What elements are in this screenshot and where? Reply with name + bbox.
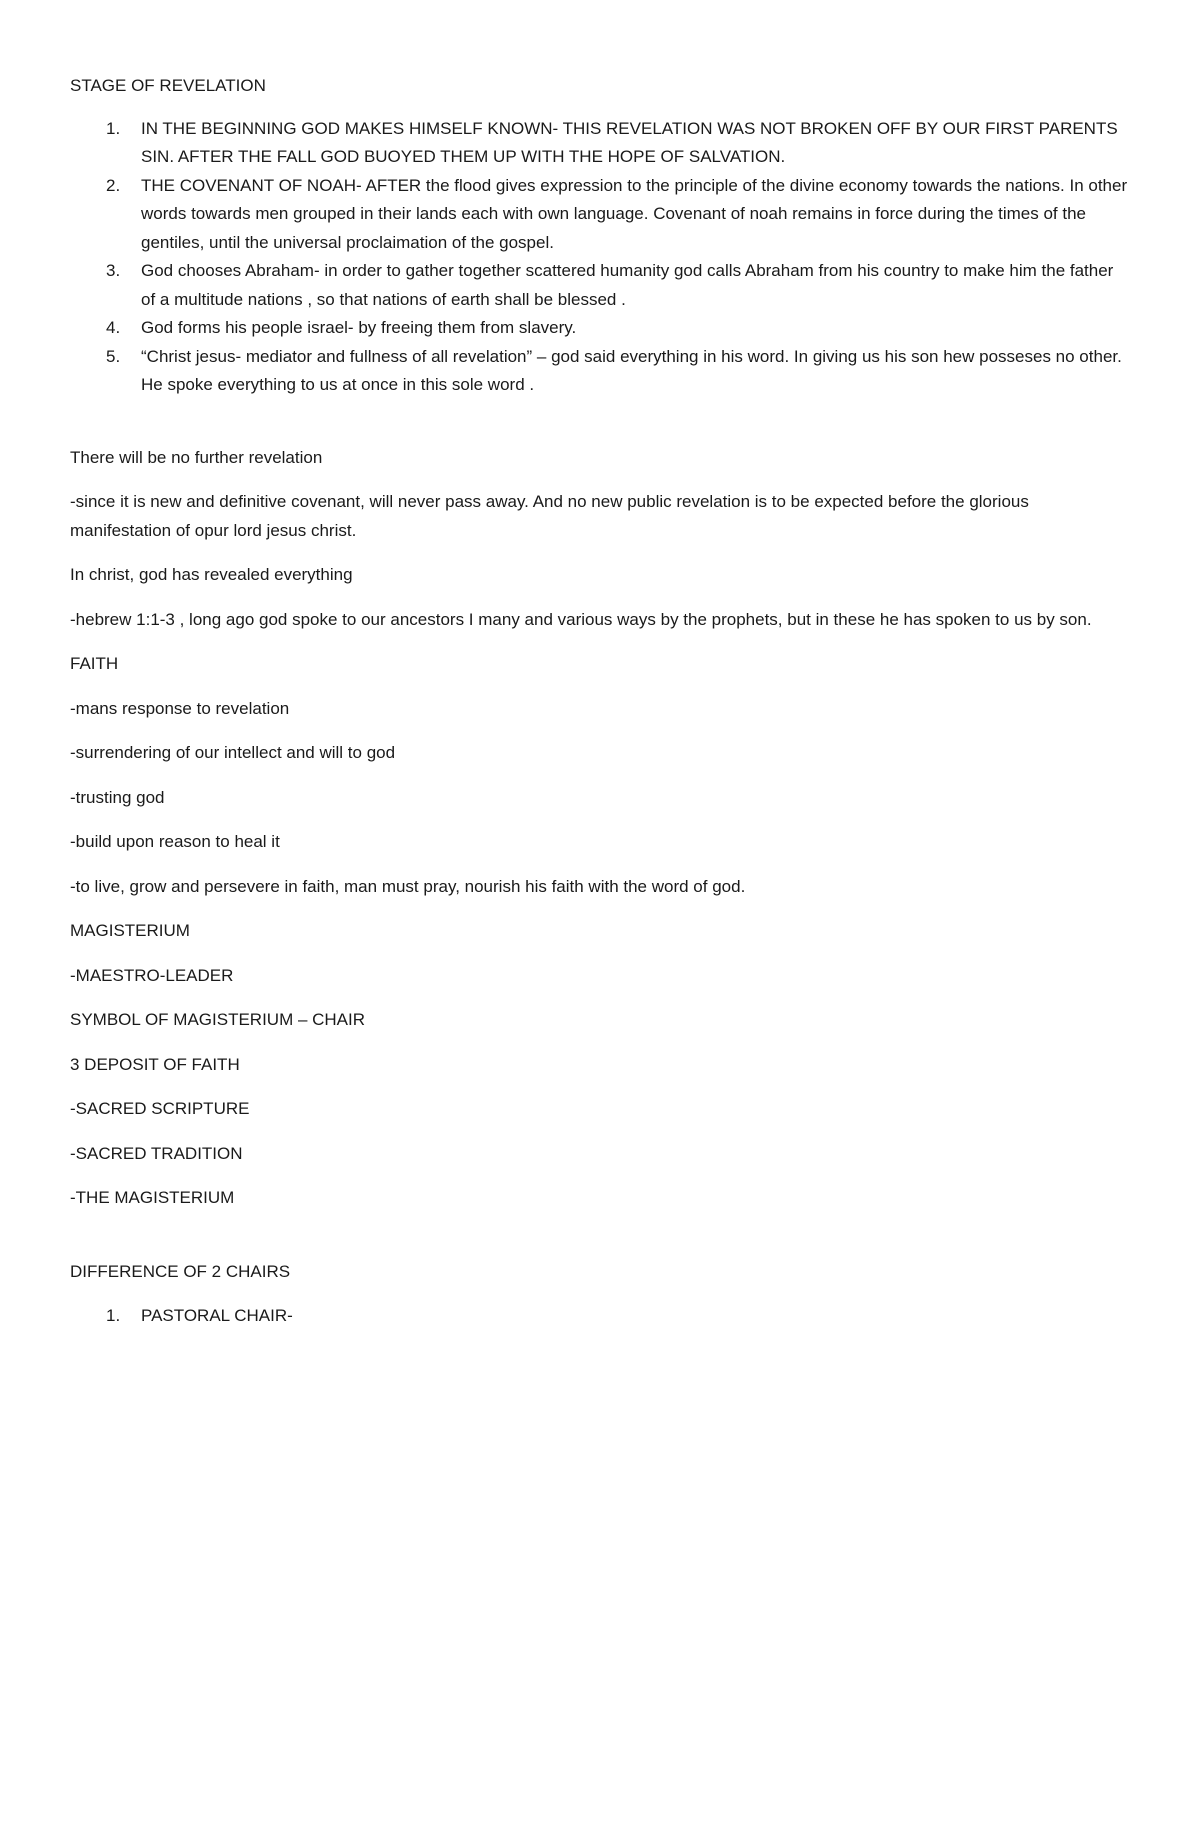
list-item — [70, 314, 1130, 343]
heading-faith: FAITH — [70, 654, 119, 673]
faith-point: -trusting god — [70, 787, 165, 807]
faith-point: -to live, grow and persevere in faith, man must pray, nourish his faith with the word of god. — [70, 876, 746, 896]
list-item-text: God forms his people israel- by freeing them from slavery. — [141, 318, 577, 337]
list-item-text: PASTORAL CHAIR- — [141, 1306, 293, 1325]
faith-point: -surrendering of our intellect and will to god — [70, 743, 396, 762]
list-item — [70, 257, 1130, 314]
heading-magisterium: MAGISTERIUM — [70, 921, 190, 940]
paragraph-since-new-covenant: -since it is new and definitive covenant, will never pass away. And no new public revelation is to be expected before the glorious manifestation of opur lord jesus christ. — [70, 492, 1029, 540]
deposit-point: -SACRED TRADITION — [70, 1143, 243, 1163]
deposit-point: -SACRED SCRIPTURE — [70, 1099, 250, 1118]
magisterium-symbol: SYMBOL OF MAGISTERIUM – CHAIR — [70, 1010, 366, 1029]
faith-point: -build upon reason to heal it — [70, 832, 280, 851]
heading-deposit-of-faith: 3 DEPOSIT OF FAITH — [70, 1054, 240, 1074]
spacer — [70, 400, 1130, 444]
list-number: 1. — [106, 1306, 121, 1325]
list-item — [70, 1302, 1130, 1331]
deposit-point: -THE MAGISTERIUM — [70, 1188, 235, 1207]
paragraph-in-christ: In christ, god has revealed everything — [70, 565, 353, 584]
faith-point: -mans response to revelation — [70, 698, 290, 718]
stages-list — [70, 115, 1130, 400]
paragraph-hebrew: -hebrew 1:1-3 , long ago god spoke to our ancestors I many and various ways by the prophets, but in these he has spoken to us by son. — [70, 609, 1092, 629]
list-item-text: God chooses Abraham- in order to gather together scattered humanity god calls Abraham from his country to make him the father of a multitude nations , so that nations of earth shall be blessed . — [141, 261, 1114, 309]
list-number: 5. — [106, 346, 121, 366]
list-number: 4. — [106, 318, 121, 337]
list-number: 2. — [106, 175, 121, 195]
paragraph-no-further-revelation: There will be no further revelation — [70, 447, 323, 467]
list-item-text: IN THE BEGINNING GOD MAKES HIMSELF KNOWN- THIS REVELATION WAS NOT BROKEN OFF BY OUR FIRST PARENTS SIN. AFTER THE FALL GOD BUOYED THEM UP WITH THE HOPE OF SALVATION. — [141, 118, 1118, 166]
magisterium-point: -MAESTRO-LEADER — [70, 965, 234, 985]
heading-difference-of-chairs: DIFFERENCE OF 2 CHAIRS — [70, 1261, 291, 1281]
list-item-text: THE COVENANT OF NOAH- AFTER the flood gives expression to the principle of the divine economy towards the nations. In other words towards men grouped in their lands each with own language. Covenant of noah remains in force during the times of the gentiles, until the universal proclaimation of the gospel. — [141, 175, 1128, 252]
list-item — [70, 172, 1130, 258]
list-number: 3. — [106, 261, 121, 280]
list-number: 1. — [106, 118, 121, 138]
section-heading-stage-of-revelation: STAGE OF REVELATION — [70, 76, 266, 95]
list-item — [70, 343, 1130, 400]
list-item-text: “Christ jesus- mediator and fullness of all revelation” – god said everything in his word. In giving us his son hew posseses no other. He spoke everything to us at once in this sole word . — [141, 346, 1122, 394]
chairs-list — [70, 1302, 1130, 1331]
list-item — [70, 115, 1130, 172]
spacer — [70, 1229, 1130, 1258]
